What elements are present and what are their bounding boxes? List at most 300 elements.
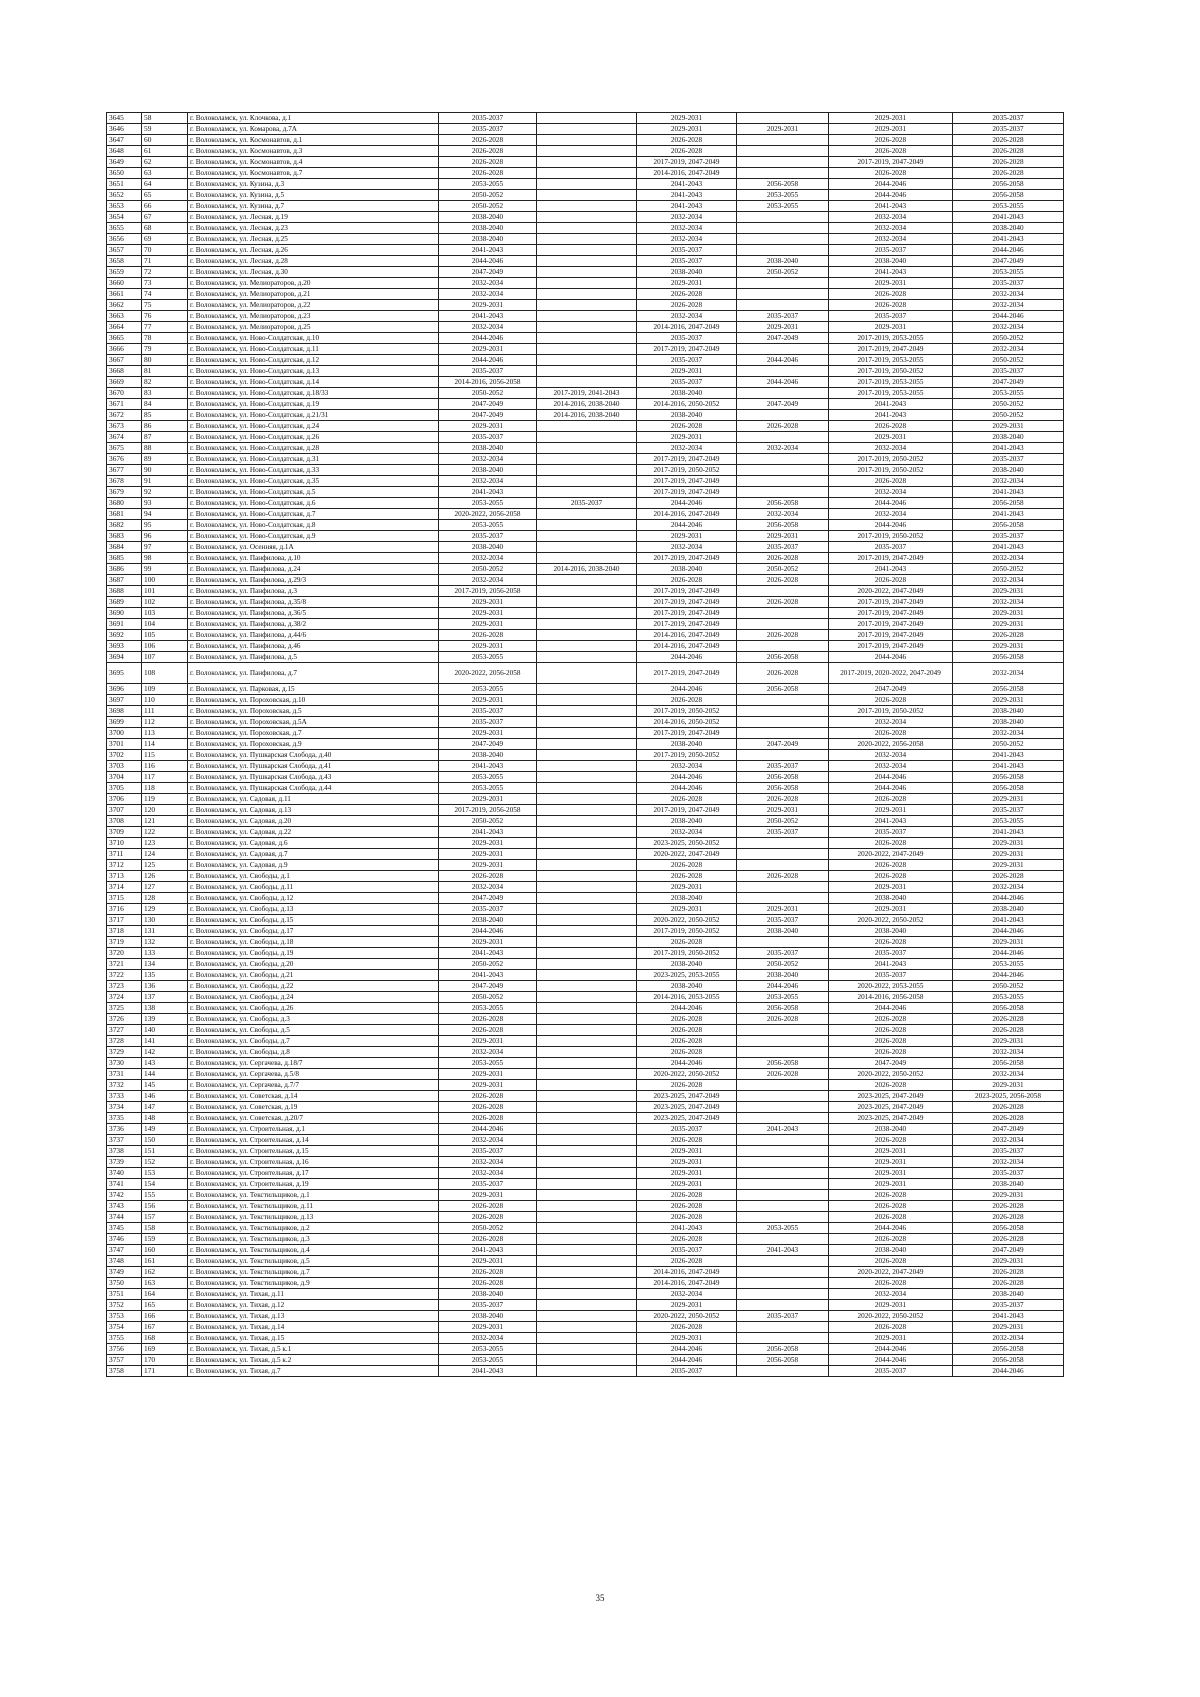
address-cell: г. Волоколамск, ул. Тихая, д.15: [188, 1333, 439, 1344]
term-col-6-cell: 2029-2031: [953, 1256, 1064, 1267]
table-row: [107, 1256, 1064, 1267]
term-col-3-cell: 2026-2028: [637, 135, 737, 146]
row-number-cell: 3745: [107, 1223, 142, 1234]
local-number-cell: 90: [142, 465, 188, 476]
term-col-4-cell: [737, 619, 829, 630]
local-number-cell: 167: [142, 1322, 188, 1333]
local-number-cell: 168: [142, 1333, 188, 1344]
term-col-4-cell: 2050-2052: [737, 959, 829, 970]
table-row: [107, 1168, 1064, 1179]
term-col-1-cell: 2017-2019, 2056-2058: [439, 805, 537, 816]
row-number-cell: 3657: [107, 245, 142, 256]
row-number-cell: 3690: [107, 608, 142, 619]
term-col-3-cell: 2029-2031: [637, 1168, 737, 1179]
local-number-cell: 109: [142, 684, 188, 695]
local-number-cell: 169: [142, 1344, 188, 1355]
table-row: [107, 816, 1064, 827]
term-col-2-cell: [537, 586, 637, 597]
term-col-4-cell: [737, 608, 829, 619]
table-row: [107, 1344, 1064, 1355]
term-col-3-cell: 2026-2028: [637, 937, 737, 948]
local-number-cell: 157: [142, 1212, 188, 1223]
address-cell: г. Волоколамск, ул. Пороховская, д.9: [188, 739, 439, 750]
term-col-2-cell: [537, 630, 637, 641]
term-col-4-cell: 2026-2028: [737, 794, 829, 805]
table-row: [107, 355, 1064, 366]
row-number-cell: 3670: [107, 388, 142, 399]
term-col-3-cell: 2026-2028: [637, 300, 737, 311]
address-cell: г. Волоколамск, ул. Строительная, д.19: [188, 1179, 439, 1190]
term-col-2-cell: [537, 575, 637, 586]
table-row: [107, 278, 1064, 289]
table-row: [107, 388, 1064, 399]
local-number-cell: 60: [142, 135, 188, 146]
address-cell: г. Волоколамск, ул. Ново-Солдатская, д.33: [188, 465, 439, 476]
table-row: [107, 1014, 1064, 1025]
address-cell: г. Волоколамск, ул. Свободы, д.7: [188, 1036, 439, 1047]
term-col-1-cell: 2044-2046: [439, 926, 537, 937]
term-col-5-cell: 2017-2019, 2047-2049: [829, 641, 953, 652]
term-col-5-cell: 2026-2028: [829, 1278, 953, 1289]
row-number-cell: 3750: [107, 1278, 142, 1289]
term-col-4-cell: [737, 454, 829, 465]
term-col-2-cell: 2017-2019, 2041-2043: [537, 388, 637, 399]
term-col-2-cell: [537, 728, 637, 739]
term-col-3-cell: 2044-2046: [637, 520, 737, 531]
address-cell: г. Волоколамск, ул. Лесная, д.26: [188, 245, 439, 256]
term-col-3-cell: 2029-2031: [637, 1179, 737, 1190]
local-number-cell: 83: [142, 388, 188, 399]
address-cell: г. Волоколамск, ул. Комарова, д.7А: [188, 124, 439, 135]
term-col-5-cell: 2035-2037: [829, 970, 953, 981]
term-col-1-cell: 2032-2034: [439, 882, 537, 893]
term-col-6-cell: 2029-2031: [953, 1036, 1064, 1047]
row-number-cell: 3669: [107, 377, 142, 388]
term-col-2-cell: [537, 750, 637, 761]
term-col-3-cell: 2032-2034: [637, 212, 737, 223]
term-col-3-cell: 2026-2028: [637, 1025, 737, 1036]
term-col-4-cell: [737, 1080, 829, 1091]
term-col-6-cell: 2038-2040: [953, 717, 1064, 728]
table-row: [107, 981, 1064, 992]
term-col-1-cell: 2047-2049: [439, 981, 537, 992]
term-col-6-cell: 2044-2046: [953, 1366, 1064, 1377]
term-col-3-cell: 2029-2031: [637, 113, 737, 124]
row-number-cell: 3755: [107, 1333, 142, 1344]
term-col-1-cell: 2029-2031: [439, 300, 537, 311]
term-col-5-cell: 2026-2028: [829, 937, 953, 948]
address-cell: г. Волоколамск, ул. Мелиораторов, д.20: [188, 278, 439, 289]
term-col-5-cell: 2038-2040: [829, 893, 953, 904]
address-cell: г. Волоколамск, ул. Панфилова, д.7: [188, 663, 439, 684]
term-col-2-cell: 2014-2016, 2038-2040: [537, 564, 637, 575]
local-number-cell: 65: [142, 190, 188, 201]
term-col-4-cell: [737, 641, 829, 652]
row-number-cell: 3665: [107, 333, 142, 344]
address-cell: г. Волоколамск, ул. Свободы, д.12: [188, 893, 439, 904]
term-col-4-cell: 2044-2046: [737, 981, 829, 992]
local-number-cell: 151: [142, 1146, 188, 1157]
term-col-5-cell: 2017-2019, 2050-2052: [829, 531, 953, 542]
term-col-3-cell: 2041-2043: [637, 201, 737, 212]
term-col-5-cell: 2026-2028: [829, 300, 953, 311]
row-number-cell: 3727: [107, 1025, 142, 1036]
term-col-6-cell: 2035-2037: [953, 805, 1064, 816]
term-col-2-cell: [537, 300, 637, 311]
term-col-2-cell: [537, 223, 637, 234]
term-col-6-cell: 2056-2058: [953, 1355, 1064, 1366]
address-cell: г. Волоколамск, ул. Клочкова, д.1: [188, 113, 439, 124]
address-cell: г. Волоколамск, ул. Пороховская, д.5А: [188, 717, 439, 728]
term-col-4-cell: [737, 1278, 829, 1289]
address-cell: г. Волоколамск, ул. Текстильщиков, д.3: [188, 1234, 439, 1245]
term-col-6-cell: 2026-2028: [953, 1212, 1064, 1223]
term-col-1-cell: 2032-2034: [439, 1157, 537, 1168]
term-col-1-cell: 2035-2037: [439, 904, 537, 915]
term-col-4-cell: 2053-2055: [737, 992, 829, 1003]
term-col-3-cell: 2017-2019, 2047-2049: [637, 344, 737, 355]
table-row: [107, 553, 1064, 564]
local-number-cell: 82: [142, 377, 188, 388]
table-row: [107, 926, 1064, 937]
term-col-1-cell: 2032-2034: [439, 553, 537, 564]
row-number-cell: 3683: [107, 531, 142, 542]
local-number-cell: 121: [142, 816, 188, 827]
table-row: [107, 256, 1064, 267]
table-row: [107, 663, 1064, 684]
term-col-5-cell: 2041-2043: [829, 201, 953, 212]
term-col-5-cell: 2017-2019, 2050-2052: [829, 706, 953, 717]
row-number-cell: 3677: [107, 465, 142, 476]
term-col-6-cell: 2032-2034: [953, 344, 1064, 355]
row-number-cell: 3720: [107, 948, 142, 959]
term-col-5-cell: 2032-2034: [829, 1289, 953, 1300]
local-number-cell: 119: [142, 794, 188, 805]
term-col-1-cell: 2026-2028: [439, 1014, 537, 1025]
term-col-2-cell: [537, 981, 637, 992]
term-col-4-cell: 2056-2058: [737, 684, 829, 695]
term-col-5-cell: 2029-2031: [829, 322, 953, 333]
term-col-3-cell: 2026-2028: [637, 1201, 737, 1212]
term-col-5-cell: 2032-2034: [829, 443, 953, 454]
term-col-6-cell: 2026-2028: [953, 1234, 1064, 1245]
local-number-cell: 137: [142, 992, 188, 1003]
term-col-1-cell: 2050-2052: [439, 388, 537, 399]
term-col-6-cell: 2056-2058: [953, 1058, 1064, 1069]
term-col-5-cell: 2026-2028: [829, 1256, 953, 1267]
term-col-3-cell: 2026-2028: [637, 1212, 737, 1223]
term-col-3-cell: 2017-2019, 2047-2049: [637, 553, 737, 564]
address-cell: г. Волоколамск, ул. Ново-Солдатская, д.26: [188, 432, 439, 443]
term-col-3-cell: 2017-2019, 2050-2052: [637, 948, 737, 959]
term-col-1-cell: 2050-2052: [439, 816, 537, 827]
term-col-4-cell: [737, 1036, 829, 1047]
term-col-2-cell: [537, 663, 637, 684]
row-number-cell: 3685: [107, 553, 142, 564]
term-col-5-cell: 2029-2031: [829, 113, 953, 124]
term-col-1-cell: 2026-2028: [439, 1267, 537, 1278]
term-col-5-cell: 2029-2031: [829, 805, 953, 816]
term-col-5-cell: 2017-2019, 2047-2049: [829, 630, 953, 641]
term-col-4-cell: [737, 168, 829, 179]
term-col-5-cell: 2041-2043: [829, 564, 953, 575]
term-col-6-cell: 2029-2031: [953, 1080, 1064, 1091]
term-col-1-cell: 2044-2046: [439, 355, 537, 366]
term-col-2-cell: [537, 1025, 637, 1036]
table-row: [107, 531, 1064, 542]
term-col-5-cell: 2044-2046: [829, 1003, 953, 1014]
term-col-4-cell: [737, 289, 829, 300]
table-row: [107, 509, 1064, 520]
row-number-cell: 3655: [107, 223, 142, 234]
term-col-4-cell: [737, 300, 829, 311]
term-col-3-cell: 2014-2016, 2050-2052: [637, 717, 737, 728]
term-col-5-cell: 2026-2028: [829, 794, 953, 805]
term-col-4-cell: 2035-2037: [737, 761, 829, 772]
term-col-5-cell: 2032-2034: [829, 223, 953, 234]
term-col-3-cell: 2014-2016, 2047-2049: [637, 168, 737, 179]
local-number-cell: 158: [142, 1223, 188, 1234]
row-number-cell: 3650: [107, 168, 142, 179]
term-col-6-cell: 2029-2031: [953, 608, 1064, 619]
row-number-cell: 3651: [107, 179, 142, 190]
table-row: [107, 1179, 1064, 1190]
term-col-4-cell: 2026-2028: [737, 597, 829, 608]
local-number-cell: 92: [142, 487, 188, 498]
term-col-4-cell: 2026-2028: [737, 871, 829, 882]
row-number-cell: 3722: [107, 970, 142, 981]
term-col-2-cell: [537, 772, 637, 783]
row-number-cell: 3661: [107, 289, 142, 300]
term-col-2-cell: [537, 531, 637, 542]
term-col-5-cell: 2026-2028: [829, 1212, 953, 1223]
term-col-6-cell: 2044-2046: [953, 311, 1064, 322]
schedule-table-container: [106, 112, 1064, 1377]
row-number-cell: 3695: [107, 663, 142, 684]
table-row: [107, 124, 1064, 135]
address-cell: г. Волоколамск, ул. Садовая, д.22: [188, 827, 439, 838]
term-col-3-cell: 2026-2028: [637, 1322, 737, 1333]
local-number-cell: 88: [142, 443, 188, 454]
term-col-6-cell: 2044-2046: [953, 970, 1064, 981]
term-col-5-cell: 2017-2019, 2053-2055: [829, 333, 953, 344]
local-number-cell: 61: [142, 146, 188, 157]
table-row: [107, 1201, 1064, 1212]
term-col-4-cell: 2035-2037: [737, 915, 829, 926]
address-cell: г. Волоколамск, ул. Панфилова, д.24: [188, 564, 439, 575]
term-col-2-cell: [537, 948, 637, 959]
local-number-cell: 105: [142, 630, 188, 641]
address-cell: г. Волоколамск, ул. Ново-Солдатская, д.13: [188, 366, 439, 377]
address-cell: г. Волоколамск, ул. Садовая, д.13: [188, 805, 439, 816]
term-col-4-cell: [737, 388, 829, 399]
table-row: [107, 970, 1064, 981]
address-cell: г. Волоколамск, ул. Ново-Солдатская, д.35: [188, 476, 439, 487]
term-col-3-cell: 2023-2025, 2047-2049: [637, 1102, 737, 1113]
term-col-2-cell: [537, 739, 637, 750]
term-col-3-cell: 2032-2034: [637, 234, 737, 245]
local-number-cell: 156: [142, 1201, 188, 1212]
term-col-2-cell: [537, 168, 637, 179]
term-col-1-cell: 2050-2052: [439, 190, 537, 201]
term-col-4-cell: [737, 1025, 829, 1036]
address-cell: г. Волоколамск, ул. Ново-Солдатская, д.8: [188, 520, 439, 531]
term-col-1-cell: 2041-2043: [439, 948, 537, 959]
term-col-4-cell: 2056-2058: [737, 652, 829, 663]
address-cell: г. Волоколамск, ул. Пушкарская Слобода, д.41: [188, 761, 439, 772]
address-cell: г. Волоколамск, ул. Садовая, д.6: [188, 838, 439, 849]
term-col-2-cell: [537, 124, 637, 135]
row-number-cell: 3734: [107, 1102, 142, 1113]
term-col-4-cell: [737, 344, 829, 355]
term-col-6-cell: 2053-2055: [953, 992, 1064, 1003]
table-row: [107, 1333, 1064, 1344]
table-row: [107, 893, 1064, 904]
term-col-3-cell: 2044-2046: [637, 783, 737, 794]
term-col-4-cell: [737, 1146, 829, 1157]
address-cell: г. Волоколамск, ул. Текстильщиков, д.7: [188, 1267, 439, 1278]
row-number-cell: 3714: [107, 882, 142, 893]
table-row: [107, 113, 1064, 124]
term-col-2-cell: [537, 1058, 637, 1069]
term-col-3-cell: 2044-2046: [637, 1344, 737, 1355]
row-number-cell: 3713: [107, 871, 142, 882]
local-number-cell: 114: [142, 739, 188, 750]
term-col-3-cell: 2014-2016, 2047-2049: [637, 1278, 737, 1289]
table-row: [107, 311, 1064, 322]
table-row: [107, 1069, 1064, 1080]
term-col-4-cell: [737, 234, 829, 245]
term-col-1-cell: 2044-2046: [439, 333, 537, 344]
term-col-1-cell: 2029-2031: [439, 1256, 537, 1267]
term-col-3-cell: 2029-2031: [637, 124, 737, 135]
address-cell: г. Волоколамск, ул. Строительная, д.14: [188, 1135, 439, 1146]
term-col-4-cell: [737, 135, 829, 146]
table-row: [107, 333, 1064, 344]
term-col-5-cell: 2041-2043: [829, 410, 953, 421]
table-row: [107, 564, 1064, 575]
term-col-1-cell: 2041-2043: [439, 487, 537, 498]
local-number-cell: 67: [142, 212, 188, 223]
term-col-6-cell: 2032-2034: [953, 1333, 1064, 1344]
row-number-cell: 3724: [107, 992, 142, 1003]
table-row: [107, 179, 1064, 190]
term-col-5-cell: 2023-2025, 2047-2049: [829, 1113, 953, 1124]
term-col-5-cell: 2047-2049: [829, 1058, 953, 1069]
row-number-cell: 3744: [107, 1212, 142, 1223]
term-col-1-cell: 2050-2052: [439, 564, 537, 575]
local-number-cell: 160: [142, 1245, 188, 1256]
table-row: [107, 717, 1064, 728]
term-col-4-cell: 2047-2049: [737, 399, 829, 410]
table-row: [107, 399, 1064, 410]
table-row: [107, 498, 1064, 509]
term-col-4-cell: [737, 586, 829, 597]
term-col-5-cell: 2026-2028: [829, 728, 953, 739]
term-col-5-cell: 2026-2028: [829, 1201, 953, 1212]
table-row: [107, 608, 1064, 619]
table-row: [107, 432, 1064, 443]
term-col-5-cell: 2044-2046: [829, 783, 953, 794]
row-number-cell: 3680: [107, 498, 142, 509]
term-col-3-cell: 2035-2037: [637, 245, 737, 256]
table-row: [107, 520, 1064, 531]
table-row: [107, 212, 1064, 223]
term-col-4-cell: [737, 476, 829, 487]
row-number-cell: 3673: [107, 421, 142, 432]
local-number-cell: 153: [142, 1168, 188, 1179]
row-number-cell: 3679: [107, 487, 142, 498]
local-number-cell: 101: [142, 586, 188, 597]
address-cell: г. Волоколамск, ул. Строительная, д.15: [188, 1146, 439, 1157]
row-number-cell: 3738: [107, 1146, 142, 1157]
term-col-1-cell: 2041-2043: [439, 970, 537, 981]
local-number-cell: 108: [142, 663, 188, 684]
term-col-5-cell: 2017-2019, 2020-2022, 2047-2049: [829, 663, 953, 684]
term-col-6-cell: 2041-2043: [953, 1311, 1064, 1322]
table-row: [107, 860, 1064, 871]
term-col-1-cell: 2053-2055: [439, 520, 537, 531]
term-col-5-cell: 2026-2028: [829, 135, 953, 146]
term-col-1-cell: 2050-2052: [439, 992, 537, 1003]
local-number-cell: 161: [142, 1256, 188, 1267]
address-cell: г. Волоколамск, ул. Садовая, д.9: [188, 860, 439, 871]
term-col-5-cell: 2032-2034: [829, 234, 953, 245]
address-cell: г. Волоколамск, ул. Тихая, д.5 к.1: [188, 1344, 439, 1355]
term-col-4-cell: 2053-2055: [737, 201, 829, 212]
row-number-cell: 3706: [107, 794, 142, 805]
term-col-4-cell: [737, 1091, 829, 1102]
term-col-1-cell: 2053-2055: [439, 652, 537, 663]
row-number-cell: 3739: [107, 1157, 142, 1168]
row-number-cell: 3733: [107, 1091, 142, 1102]
address-cell: г. Волоколамск, ул. Ново-Солдатская, д.28: [188, 443, 439, 454]
term-col-6-cell: 2035-2037: [953, 278, 1064, 289]
address-cell: г. Волоколамск, ул. Ново-Солдатская, д.18/33: [188, 388, 439, 399]
term-col-6-cell: 2053-2055: [953, 388, 1064, 399]
term-col-2-cell: [537, 706, 637, 717]
term-col-2-cell: [537, 201, 637, 212]
term-col-6-cell: 2053-2055: [953, 267, 1064, 278]
row-number-cell: 3648: [107, 146, 142, 157]
table-row: [107, 1190, 1064, 1201]
term-col-1-cell: 2053-2055: [439, 1058, 537, 1069]
term-col-3-cell: 2044-2046: [637, 772, 737, 783]
term-col-4-cell: 2035-2037: [737, 1311, 829, 1322]
term-col-2-cell: [537, 322, 637, 333]
table-row: [107, 641, 1064, 652]
term-col-6-cell: 2044-2046: [953, 893, 1064, 904]
term-col-5-cell: 2035-2037: [829, 311, 953, 322]
address-cell: г. Волоколамск, ул. Пороховская, д.10: [188, 695, 439, 706]
table-row: [107, 476, 1064, 487]
term-col-3-cell: 2029-2031: [637, 882, 737, 893]
table-row: [107, 146, 1064, 157]
term-col-5-cell: 2026-2028: [829, 1080, 953, 1091]
term-col-1-cell: 2017-2019, 2056-2058: [439, 586, 537, 597]
term-col-5-cell: 2017-2019, 2047-2049: [829, 608, 953, 619]
term-col-2-cell: [537, 860, 637, 871]
table-row: [107, 377, 1064, 388]
local-number-cell: 142: [142, 1047, 188, 1058]
address-cell: г. Волоколамск, ул. Осенняя, д.1А: [188, 542, 439, 553]
term-col-6-cell: 2056-2058: [953, 179, 1064, 190]
row-number-cell: 3757: [107, 1355, 142, 1366]
address-cell: г. Волоколамск, ул. Ново-Солдатская, д.31: [188, 454, 439, 465]
term-col-5-cell: 2032-2034: [829, 717, 953, 728]
term-col-2-cell: [537, 520, 637, 531]
row-number-cell: 3704: [107, 772, 142, 783]
